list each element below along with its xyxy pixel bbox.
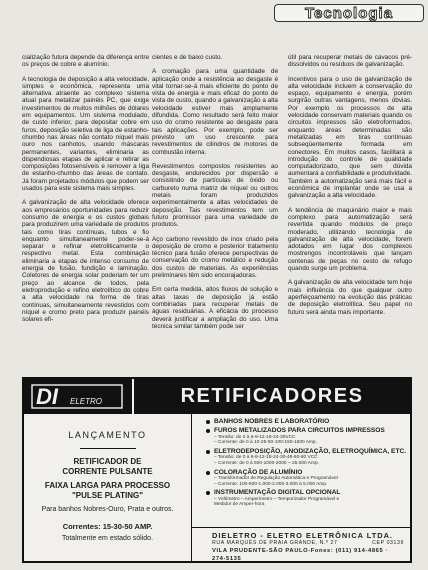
bullet-icon (206, 429, 210, 433)
launch-label: LANÇAMENTO (68, 430, 147, 440)
street-line (212, 540, 404, 547)
product-detail: – Tensão: de 0 à 6-9-12-18-24-30-48-60-80 VCC (214, 455, 318, 461)
article-column-3 (288, 54, 412, 323)
product-line-1: RETIFICADOR DE (73, 457, 142, 466)
product-detail: – Voltímetro – Amperímetro – Temporizador Programável e (214, 496, 340, 502)
paragraph: Aço carbono revestido de inox criado pela deposição de cromo e posterior tratamento técnico para fusão oferece perspectivas de conservação do cromo metálico e redução dos custos de materiais. As experiências preliminares têm sido encorajadoras. (152, 235, 278, 280)
product-detail: Medidor de Amper-hora (214, 502, 265, 508)
range-line-2: "PULSE PLATING" (72, 491, 143, 500)
paragraph: A tecnologia de deposição a alta velocidade, simples e econômica, representa uma alternativa atraente ao complexo sistema atual para metalizar painéis PC, que exige investimentos de muitos milhões de dólares em equipamentos. Um sistema modulado, de custo inferior, para depositar cobre em furos, deposição seletiva de liga de estanho-chumbo nas áreas não contato níquel mais ouro nos canhotos, usando máscaras permanentes, variantes, eliminaria as dispendiosas etapas de aplicar e retirar as composições fotosensíveis e remover a liga de estanho-chumbo das áreas de contato. Já foram projetados módulos que podem ser usados para este sistema mais simples. (22, 75, 149, 193)
list-item (206, 489, 410, 508)
product-list (192, 414, 410, 508)
list-item (206, 448, 410, 467)
advertisement (22, 377, 412, 563)
solid-state-text: Totalmente em estado sólido. (61, 535, 154, 542)
ad-banner (132, 379, 410, 414)
paragraph: A tendência de maquinário maior e mais complexo para automatização será revertida quando módulos de preço moderado, utilizando tecnologia de galvanização de alta velocidade, forem adotados em lugar dos complexos mostrengos incontroláveis que lançam centenas de peças no cesto de refugo quando surge um problema. (288, 206, 412, 273)
section-title: Tecnologia (304, 4, 394, 22)
product-name: INSTRUMENTAÇÃO DIGITAL OPCIONAL (214, 489, 341, 497)
product-name: BANHOS NOBRES E LABORATÓRIO (214, 418, 330, 425)
bullet-icon (206, 450, 210, 454)
baths-text: Para banhos Nobres-Ouro, Prata e outros. (41, 506, 174, 513)
company-logo (24, 379, 132, 414)
paragraph: cialização futura depende da diferença entre os preços de cobre e alumínio. (22, 54, 149, 69)
paragraph: cientes e de baixo custo. (152, 54, 223, 61)
range-line-1: FAIXA LARGA PARA PROCESSO (44, 481, 171, 490)
product-detail: – Corrente: 100-500-1.000-2.000-3.000 à 5.000 Amp. (214, 481, 328, 487)
list-item (206, 427, 410, 446)
ad-right-panel (192, 414, 410, 561)
paragraph: Revestimentos compostos resistentes ao desgaste, endurecidos por dispersão e consistindo de partículas de óxido ou carbureto numa matriz de níquel ou outros metais foram produzidos experimentalmente a altas velocidades de deposição. Tais revestimentos tem um futuro promissor para uma variedade de produtos. (152, 162, 278, 229)
bullet-icon (206, 491, 210, 495)
currents-text: Correntes: 15-30-50 AMP. (62, 522, 153, 531)
product-name: ELETRODEPOSIÇÃO, ANODIZAÇÃO, ELETROQUÍMICA, ETC. (214, 448, 407, 455)
product-name: COLORAÇÃO DE ALUMÍNIO (214, 468, 303, 476)
logo-main: DI (36, 384, 58, 409)
paragraph: Em certa medida, altos fluxos de solução e altas taxas de deposição já estão combinadas para recuperar metais de águas residuárias. A eficácia do processo deverá justificar a ampliação do uso. Uma técnica similar também pode ser (152, 286, 278, 330)
product-detail: – Transformador de Regulação Automática e Programável (214, 476, 338, 481)
company-name: DIELETRO - ELETRO ELETRÔNICA LTDA. (212, 531, 393, 540)
paragraph: A galvanização de alta velocidade oferece aos empresários oportunidades para reduzir consumo de energia e os custos globais para produzirem uma variedade de produtos tais como tiras contínuas, tubos e fio enquanto simultaneamente poder-se-á separar e refinar eletroliticamente o respectivo metal. Esta combinação eliminaria a etapas de intenso consumo de energia de fusão, fundição e laminação. Coletores de energia solar poderiam ter um preço ao alcance de todos, pela eletroprodução e refino eletrolítico do cobre a alta velocidade na forma de tiras contínuas, simultaneamente revestidos com níquel e cromo preto para produzir painéis solares efi- (22, 199, 149, 324)
product-detail: – Corrente: de 0 à 10-25-50-100-150-1500 Amp. (214, 440, 317, 446)
section-header (274, 4, 424, 22)
company-address (192, 527, 410, 561)
product-detail: – Corrente: de 0 à 500-1000-2000 ~ 25.000 Amp. (214, 461, 319, 466)
street: RUA MARQUÊS DE PRAIA GRANDE, N.º 27 (212, 540, 338, 546)
product-line-2: CORRENTE PULSANTE (62, 467, 153, 476)
logo-sub: ELETRO (70, 397, 103, 406)
bullet-icon (206, 420, 210, 424)
cep: CEP 03139 (372, 540, 404, 546)
paragraph: útil para recuperar metais de cavacos pré-dissolvidos ou resíduos de galvanização. (288, 54, 412, 69)
ad-banner-title: RETIFICADORES (180, 385, 364, 407)
ad-left-panel (24, 414, 192, 561)
divider (80, 448, 136, 449)
article-column-2 (152, 54, 278, 337)
company-logo-icon (28, 382, 128, 411)
city-phones: VILA PRUDENTE-SÃO PAULO-Fones: (011) 914-4865 · 274-5135 (212, 548, 389, 562)
list-item (206, 418, 410, 425)
paragraph: A cromação para uma quantidade de aplicação onde a resistência ao desgaste é vital tornar-se-á mais eficiente do ponto de vista de energia e mais eficaz do ponto de vista de custo, quando a galvanização a alta velocidade estiver mais amplamente difundida. Como resultado será feito maior uso do cromo resistente ao desgaste para tais aplicações. Por exemplo, pode ser previsto um uso crescente para revestimentos de cilindros de motores de combustão interna. (152, 68, 278, 156)
article-column-1 (22, 54, 149, 330)
list-item (206, 469, 410, 488)
product-name: FUROS METALIZADOS PARA CIRCUITOS IMPRESSOS (214, 427, 385, 435)
paragraph: A galvanização de alta velocidade tem hoje mais influência do que qualquer outro aperfeiçoamento na evolução das práticas de deposição eletrolítica. Seu papel no futuro será ainda mais importante. (288, 279, 412, 316)
bullet-icon (206, 471, 210, 475)
paragraph: Incentivos para o uso de galvanização de alta velocidade incluem a conservação do espaço, equipamento e energia, porém surgirão outras vantagens, menos óbvias. Por exemplo os processos de alta velocidade conservam materiais quando os circuitos impressos são eletroformados, enquanto áreas determinadas são metalizadas em tiras contínuas subseqüentemente formada em conectores. Em muitos casos, facilitará a introdução do controle de qualidade computadorizado, que sem dúvida aumentará a confiabilidade e produtividade. Também a automatização será mais fácil e econômica de implantar onde se usa a galvanização a alta velocidade. (288, 75, 412, 200)
product-detail: – Tensão: de 0 à 6-9-12-18-24-30VCC (214, 434, 296, 440)
